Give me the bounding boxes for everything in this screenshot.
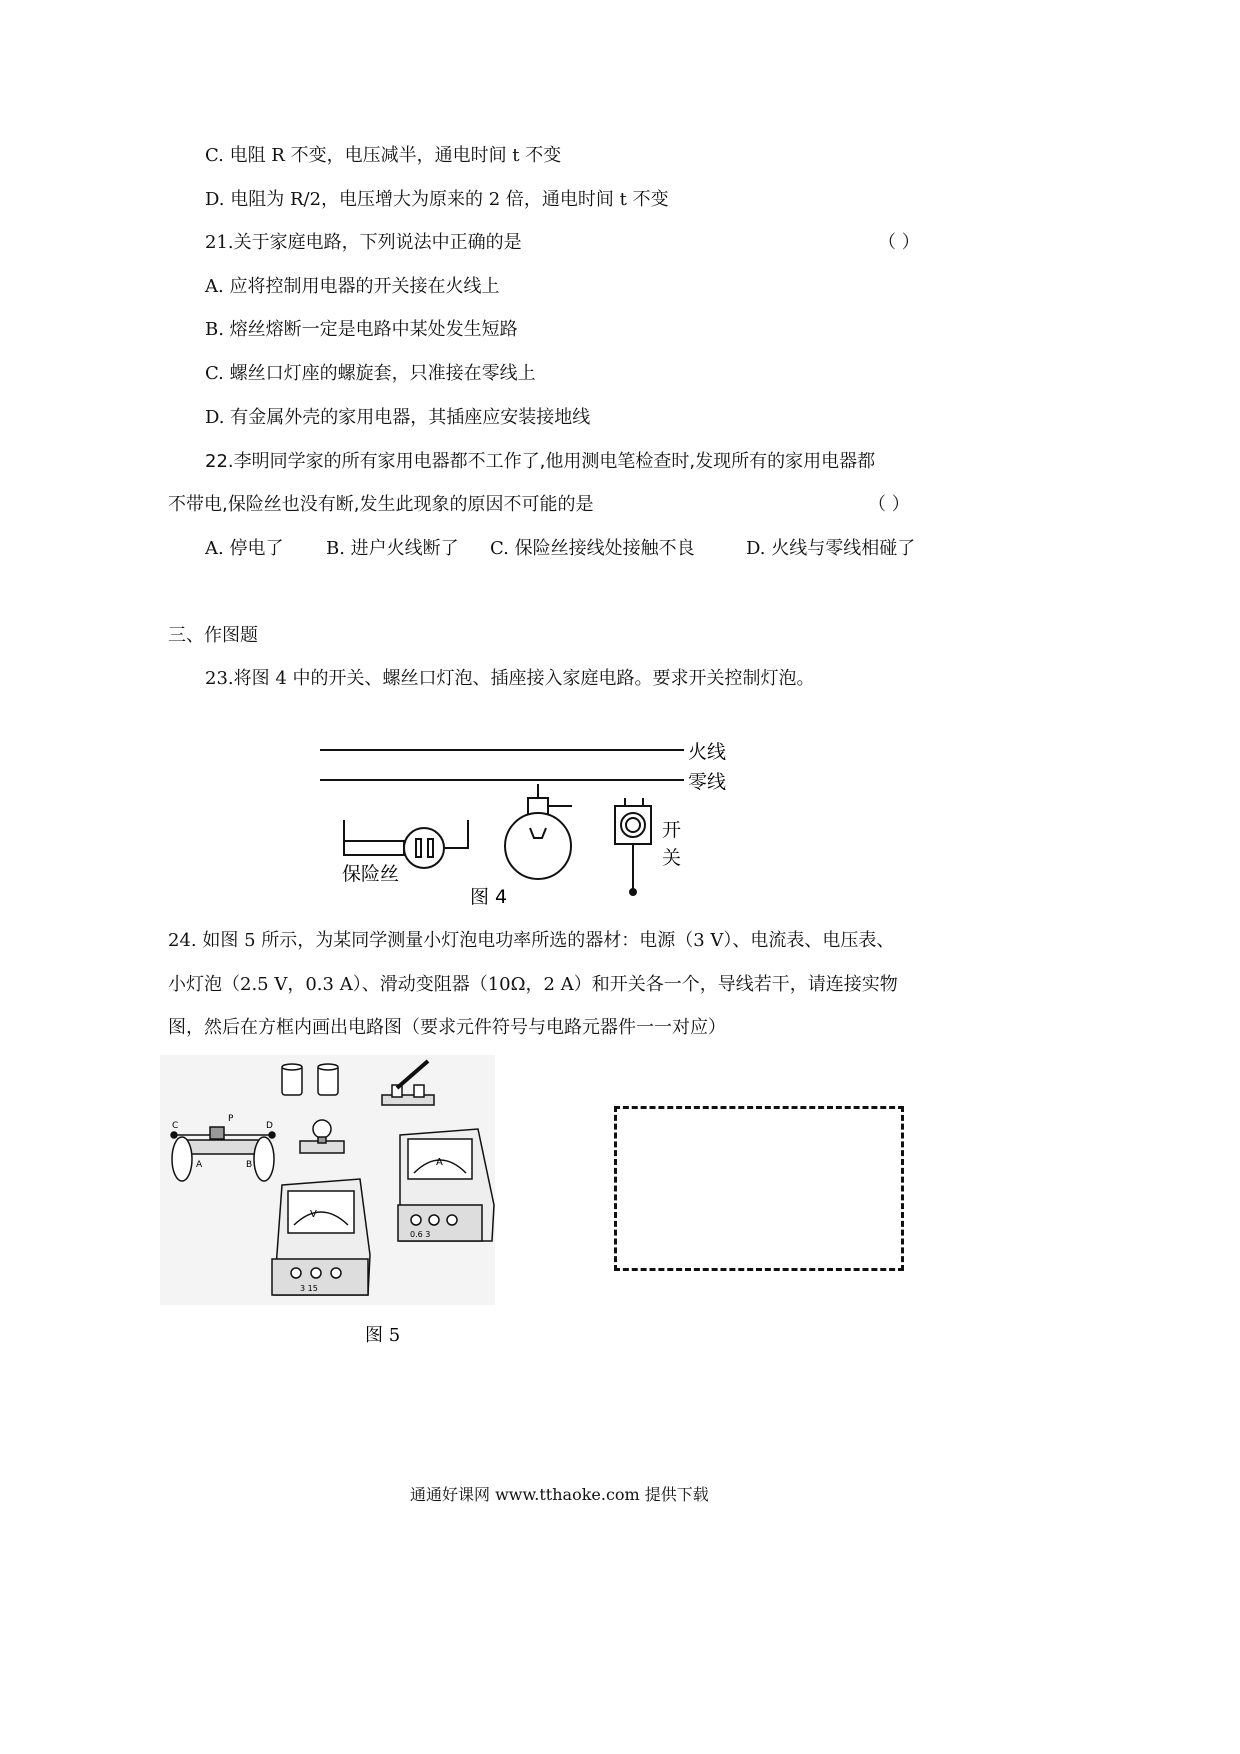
- q22-option-d: D. 火线与零线相碰了: [746, 538, 916, 559]
- q24-stem-line2: 小灯泡（2.5 V，0.3 A）、滑动变阻器（10Ω，2 A）和开关各一个，导线若干，请连接实物: [168, 974, 898, 995]
- q22-option-a: A. 停电了: [205, 538, 284, 559]
- q22-option-c: C. 保险丝接线处接触不良: [490, 538, 695, 559]
- voltmeter-scale: 3 15: [300, 1284, 318, 1293]
- q21-option-c: C. 螺丝口灯座的螺旋套，只准接在零线上: [205, 363, 536, 384]
- ammeter-scale: 0.6 3: [410, 1230, 431, 1239]
- page-footer: 通通好课网 www.tthaoke.com 提供下载: [410, 1485, 709, 1504]
- live-wire-label: 火线: [688, 741, 727, 763]
- q21-option-d: D. 有金属外壳的家用电器，其插座应安装接地线: [205, 407, 591, 428]
- q24-stem-line3: 图，然后在方框内画出电路图（要求元件符号与电路元器件一一对应）: [168, 1017, 726, 1038]
- rheostat-slider-p: P: [228, 1114, 234, 1124]
- q22-answer-paren: （ ）: [868, 494, 910, 515]
- screw-bulb-icon: [505, 784, 572, 879]
- q21-answer-paren: （ ）: [878, 232, 920, 253]
- ammeter-label: A: [436, 1157, 443, 1168]
- figure-5-caption: 图 5: [365, 1325, 401, 1346]
- q21-option-b: B. 熔丝熔断一定是电路中某处发生短路: [205, 319, 518, 340]
- rheostat-terminal-c: C: [172, 1121, 179, 1131]
- q24-stem-line1: 24. 如图 5 所示，为某同学测量小灯泡电功率所选的器材：电源（3 V）、电流表、电压表、: [168, 930, 895, 951]
- fuse-socket-assembly: [344, 820, 468, 868]
- socket-icon: [404, 828, 444, 868]
- q20-option-d: D. 电阻为 R/2，电压增大为原来的 2 倍，通电时间 t 不变: [205, 189, 669, 210]
- rheostat-terminal-b: B: [246, 1160, 253, 1170]
- rheostat-terminal-d: D: [266, 1121, 273, 1131]
- q22-option-b: B. 进户火线断了: [326, 538, 459, 559]
- voltmeter-label: V: [310, 1209, 317, 1220]
- q20-option-c: C. 电阻 R 不变，电压减半，通电时间 t 不变: [205, 145, 562, 166]
- ammeter-icon: [398, 1129, 494, 1241]
- switch-label-2: 关: [662, 847, 682, 869]
- q22-stem-line1: 22.李明同学家的所有家用电器都不工作了,他用测电笔检查时,发现所有的家用电器都: [205, 451, 876, 472]
- fuse-icon: [344, 841, 404, 855]
- rheostat-terminal-a: A: [196, 1160, 203, 1170]
- switch-label-1: 开: [662, 819, 682, 841]
- q23-stem: 23.将图 4 中的开关、螺丝口灯泡、插座接入家庭电路。要求开关控制灯泡。: [205, 668, 815, 689]
- circuit-diagram-answer-box[interactable]: [614, 1106, 904, 1271]
- section-title: 三、作图题: [168, 625, 258, 646]
- figure-4-circuit: [300, 728, 740, 910]
- voltmeter-icon: [272, 1179, 370, 1295]
- q22-stem-line2: 不带电,保险丝也没有断,发生此现象的原因不可能的是: [168, 494, 594, 515]
- neutral-wire-label: 零线: [688, 771, 727, 793]
- fuse-label: 保险丝: [342, 863, 400, 885]
- q21-stem: 21.关于家庭电路，下列说法中正确的是: [205, 232, 522, 253]
- figure-4-caption: 图 4: [470, 886, 508, 908]
- q21-option-a: A. 应将控制用电器的开关接在火线上: [205, 276, 500, 297]
- switch-icon: [615, 798, 651, 895]
- figure-5-equipment: [160, 1055, 500, 1355]
